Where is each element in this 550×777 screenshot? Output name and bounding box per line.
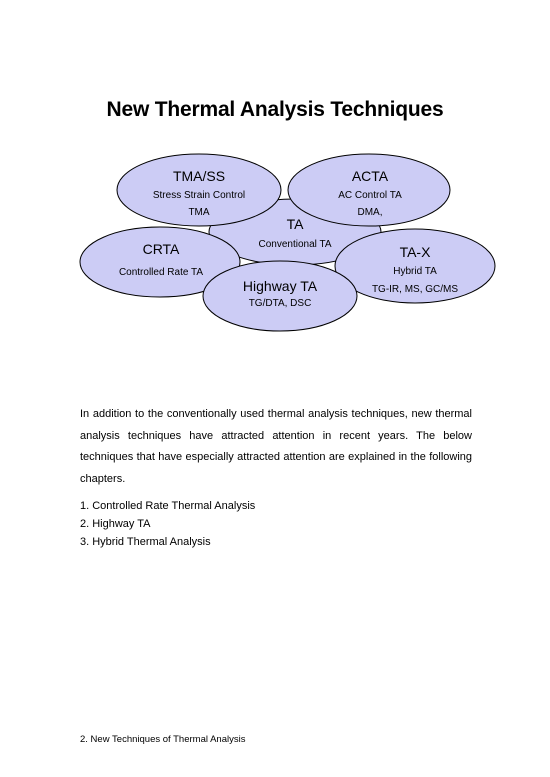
node-tma-ss-line-1: Stress Strain Control: [152, 190, 246, 201]
node-ta-title: TA: [286, 216, 304, 232]
node-ta-x-line-2: TG-IR, MS, GC/MS: [371, 284, 459, 295]
node-acta: [288, 154, 450, 226]
node-ta-x-line-1: Hybrid TA: [393, 266, 437, 277]
node-acta-line-2: DMA,: [357, 207, 383, 218]
intro-paragraph: In addition to the conventionally used thermal analysis techniques, new thermal analysis techniques have attracted attention in recent years. The below techniques that have especially attracted attention are explained in the following chapters.: [80, 408, 472, 485]
list-item: 3. Hybrid Thermal Analysis: [80, 536, 211, 548]
node-highway-ta-title: Highway TA: [242, 278, 318, 294]
node-crta-title: CRTA: [142, 241, 180, 257]
node-ta-x: [335, 229, 495, 303]
page-footer: 2. New Techniques of Thermal Analysis: [80, 734, 246, 745]
page-title: New Thermal Analysis Techniques: [106, 98, 444, 121]
node-highway-ta: [203, 261, 357, 331]
node-ta-x-title: TA-X: [399, 244, 431, 260]
chapter-list: [80, 497, 255, 551]
node-highway-ta-line-1: TG/DTA, DSC: [248, 298, 312, 309]
list-item: 2. Highway TA: [80, 518, 151, 530]
node-acta-title: ACTA: [351, 168, 389, 184]
node-tma-ss: [117, 154, 281, 226]
node-ta-line-1: Conventional TA: [258, 239, 332, 250]
node-acta-line-1: AC Control TA: [338, 190, 402, 201]
node-tma-ss-line-2: TMA: [188, 207, 210, 218]
node-tma-ss-title: TMA/SS: [172, 168, 226, 184]
node-crta-line-1: Controlled Rate TA: [118, 267, 204, 278]
node-highway-ta-ellipse: [203, 261, 357, 331]
list-item: 1. Controlled Rate Thermal Analysis: [80, 500, 256, 512]
